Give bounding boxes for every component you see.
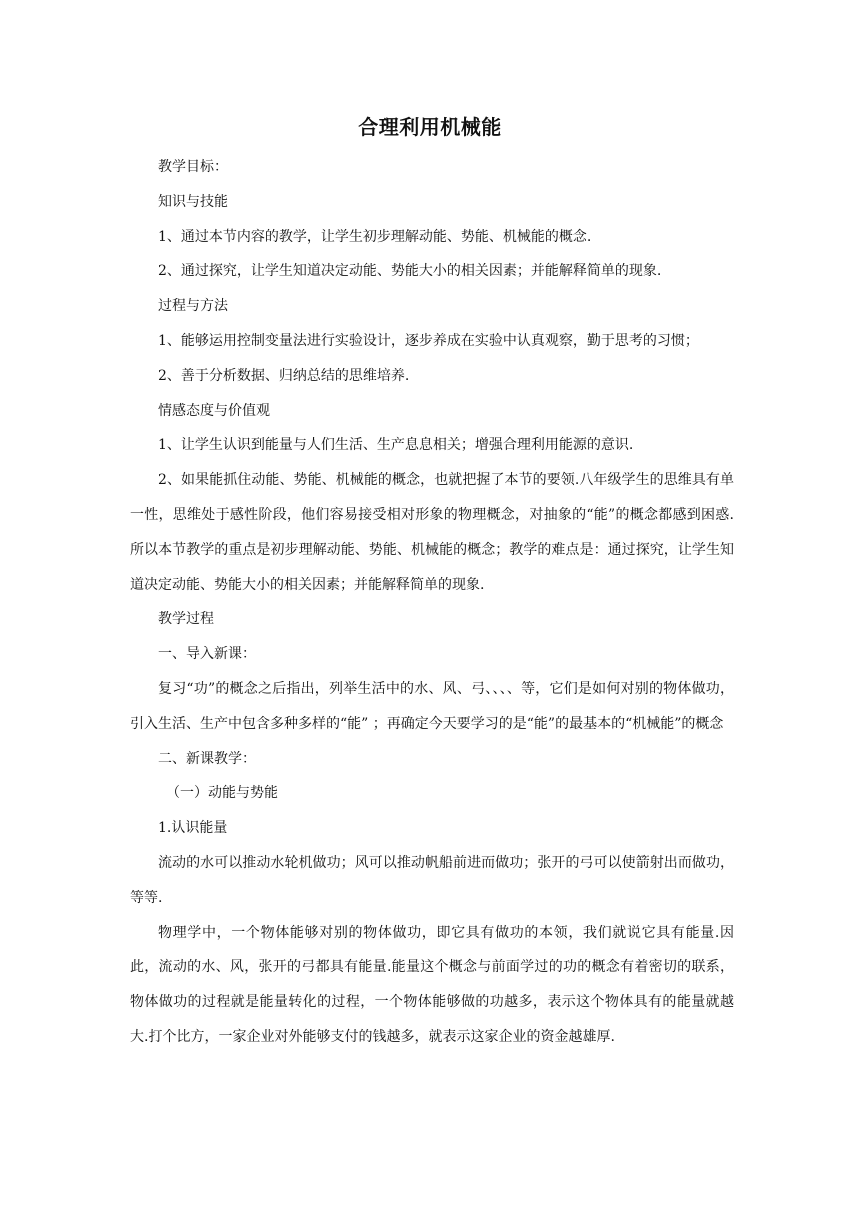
paragraph-teaching-goals: 教学目标： [158, 159, 228, 175]
paragraph-skill-1: 1、通过本节内容的教学，让学生初步理解动能、势能、机械能的概念. [158, 228, 592, 245]
paragraph-intro-text: 复习“功”的概念之后指出，列举生活中的水、风、弓、、、、等，它们是如何对别的物体做功，引入生活、生产中包含多种多样的“能” ；再确定今天要学习的是“能”的最基本的“机械能”的概念 [130, 680, 734, 732]
paragraph-energy-definition: 物理学中，一个物体能够对别的物体做功，即它具有做功的本领，我们就说它具有能量.因此，流动的水、风，张开的弓都具有能量.能量这个概念与前面学过的功的概念有着密切的联系，物体做功的过程就是能量转化的过程，一个物体能够做的功越多，表示这个物体具有的能量就越大.打个比方，一家企业对外能够支付的钱越多，就表示这家企业的资金越雄厚. [130, 924, 734, 1045]
paragraph-intro-heading: 一、导入新课： [158, 646, 256, 663]
paragraph-section-kinetic-potential: （一）动能与势能 [166, 785, 278, 802]
paragraph-teaching-process: 教学过程 [158, 611, 214, 628]
paragraph-attitude-2: 2、如果能抓住动能、势能、机械能的概念，也就把握了本节的要领.八年级学生的思维具有单一性，思维处于感性阶段，他们容易接受相对形象的物理概念，对抽象的“能”的概念都感到困惑.所以本节教学的重点是初步理解动能、势能、机械能的概念；教学的难点是：通过探究，让学生知道决定动能、势能大小的相关因素；并能解释简单的现象. [130, 472, 734, 593]
paragraph-method-1: 1、能够运用控制变量法进行实验设计，逐步养成在实验中认真观察，勤于思考的习惯； [158, 332, 699, 349]
document-title: 合理利用机械能 [358, 115, 502, 139]
paragraph-understand-energy: 1.认识能量 [158, 820, 228, 837]
paragraph-skill-2: 2、通过探究，让学生知道决定动能、势能大小的相关因素；并能解释简单的现象. [158, 263, 662, 280]
paragraph-new-lesson-heading: 二、新课教学： [158, 750, 256, 767]
paragraph-attitude-1: 1、让学生认识到能量与人们生活、生产息息相关；增强合理利用能源的意识. [158, 437, 634, 454]
paragraph-attitude-values: 情感态度与价值观 [158, 402, 270, 419]
paragraph-knowledge-skills: 知识与技能 [158, 193, 228, 210]
paragraph-examples: 流动的水可以推动水轮机做功；风可以推动帆船前进而做功；张开的弓可以使箭射出而做功，等等. [130, 854, 734, 906]
paragraph-process-method: 过程与方法 [158, 298, 228, 315]
paragraph-method-2: 2、善于分析数据、归纳总结的思维培养. [158, 367, 410, 384]
document-body [130, 150, 734, 1055]
